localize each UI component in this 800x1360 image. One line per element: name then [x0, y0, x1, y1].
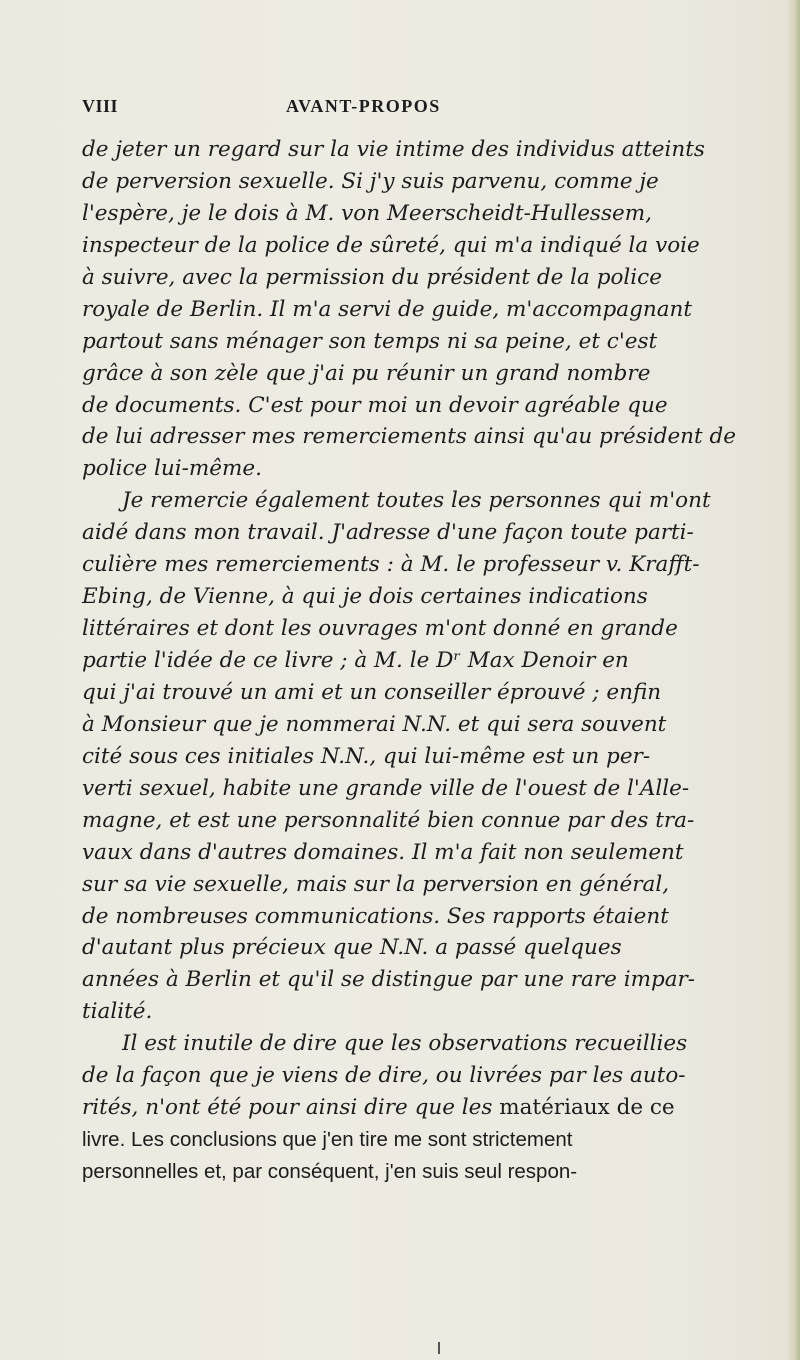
- text-line-roman-part: matériaux de ce: [492, 1095, 675, 1121]
- text-line-italic-part: rités, n'ont été pour ainsi dire que les: [82, 1095, 493, 1121]
- text-line: magne, et est une personnalité bien connue par des tra-: [82, 807, 695, 833]
- text-line: culière mes remerciements : à M. le professeur v. Krafft-: [82, 552, 700, 578]
- text-line: qui j'ai trouvé un ami et un conseiller éprouvé ; enfin: [82, 679, 662, 705]
- text-line: de nombreuses communications. Ses rapports étaient: [82, 903, 669, 929]
- paragraph-start-line: Je remercie également toutes les personnes qui m'ont: [122, 488, 711, 514]
- text-line: de lui adresser mes remerciements ainsi qu'au président de: [82, 424, 736, 450]
- text-line: de perversion sexuelle. Si j'y suis parvenu, comme je: [82, 168, 659, 194]
- page-number: VIII: [82, 96, 119, 116]
- running-head-title: AVANT-PROPOS: [286, 96, 441, 116]
- text-line: à Monsieur que je nommerai N.N. et qui sera souvent: [82, 711, 667, 737]
- text-line: tialité.: [82, 999, 153, 1025]
- text-line: d'autant plus précieux que N.N. a passé quelques: [82, 935, 622, 961]
- text-line: cité sous ces initiales N.N., qui lui-même est un per-: [82, 743, 651, 769]
- text-line: inspecteur de la police de sûreté, qui m'a indiqué la voie: [82, 232, 700, 258]
- margin-mark: [438, 1342, 440, 1354]
- text-line: de jeter un regard sur la vie intime des individus atteints: [82, 137, 705, 162]
- text-line: Ebing, de Vienne, à qui je dois certaines indications: [82, 584, 648, 610]
- text-line: police lui-même.: [82, 456, 262, 482]
- body-text: [82, 134, 742, 1188]
- text-line: sur sa vie sexuelle, mais sur la perversion en général,: [82, 871, 670, 897]
- running-head: [82, 96, 722, 122]
- text-line: années à Berlin et qu'il se distingue par une rare impar-: [82, 967, 696, 993]
- page-edge-shadow: [786, 0, 800, 1360]
- text-line: partout sans ménager son temps ni sa peine, et c'est: [82, 328, 658, 354]
- text-line: grâce à son zèle que j'ai pu réunir un grand nombre: [82, 360, 651, 386]
- text-line-roman: personnelles et, par conséquent, j'en suis seul respon-: [82, 1160, 578, 1183]
- text-line: partie l'idée de ce livre ; à M. le Dʳ Max Denoir en: [82, 648, 629, 673]
- text-line: verti sexuel, habite une grande ville de l'ouest de l'Alle-: [82, 775, 690, 801]
- text-line: l'espère, je le dois à M. von Meerscheidt-Hullessem,: [82, 200, 652, 226]
- text-line: aidé dans mon travail. J'adresse d'une façon toute parti-: [82, 520, 694, 546]
- text-line-roman: livre. Les conclusions que j'en tire me sont strictement: [82, 1128, 573, 1152]
- text-line: de la façon que je viens de dire, ou livrées par les auto-: [82, 1063, 686, 1089]
- text-line: vaux dans d'autres domaines. Il m'a fait non seulement: [82, 839, 684, 865]
- text-line: à suivre, avec la permission du président de la police: [82, 264, 662, 290]
- text-line: littéraires et dont les ouvrages m'ont donné en grande: [82, 616, 678, 642]
- text-line: royale de Berlin. Il m'a servi de guide, m'accompagnant: [82, 296, 693, 322]
- paragraph-start-line: Il est inutile de dire que les observations recueillies: [122, 1031, 688, 1057]
- text-line-mixed: [82, 1092, 742, 1124]
- text-line: de documents. C'est pour moi un devoir agréable que: [82, 392, 668, 418]
